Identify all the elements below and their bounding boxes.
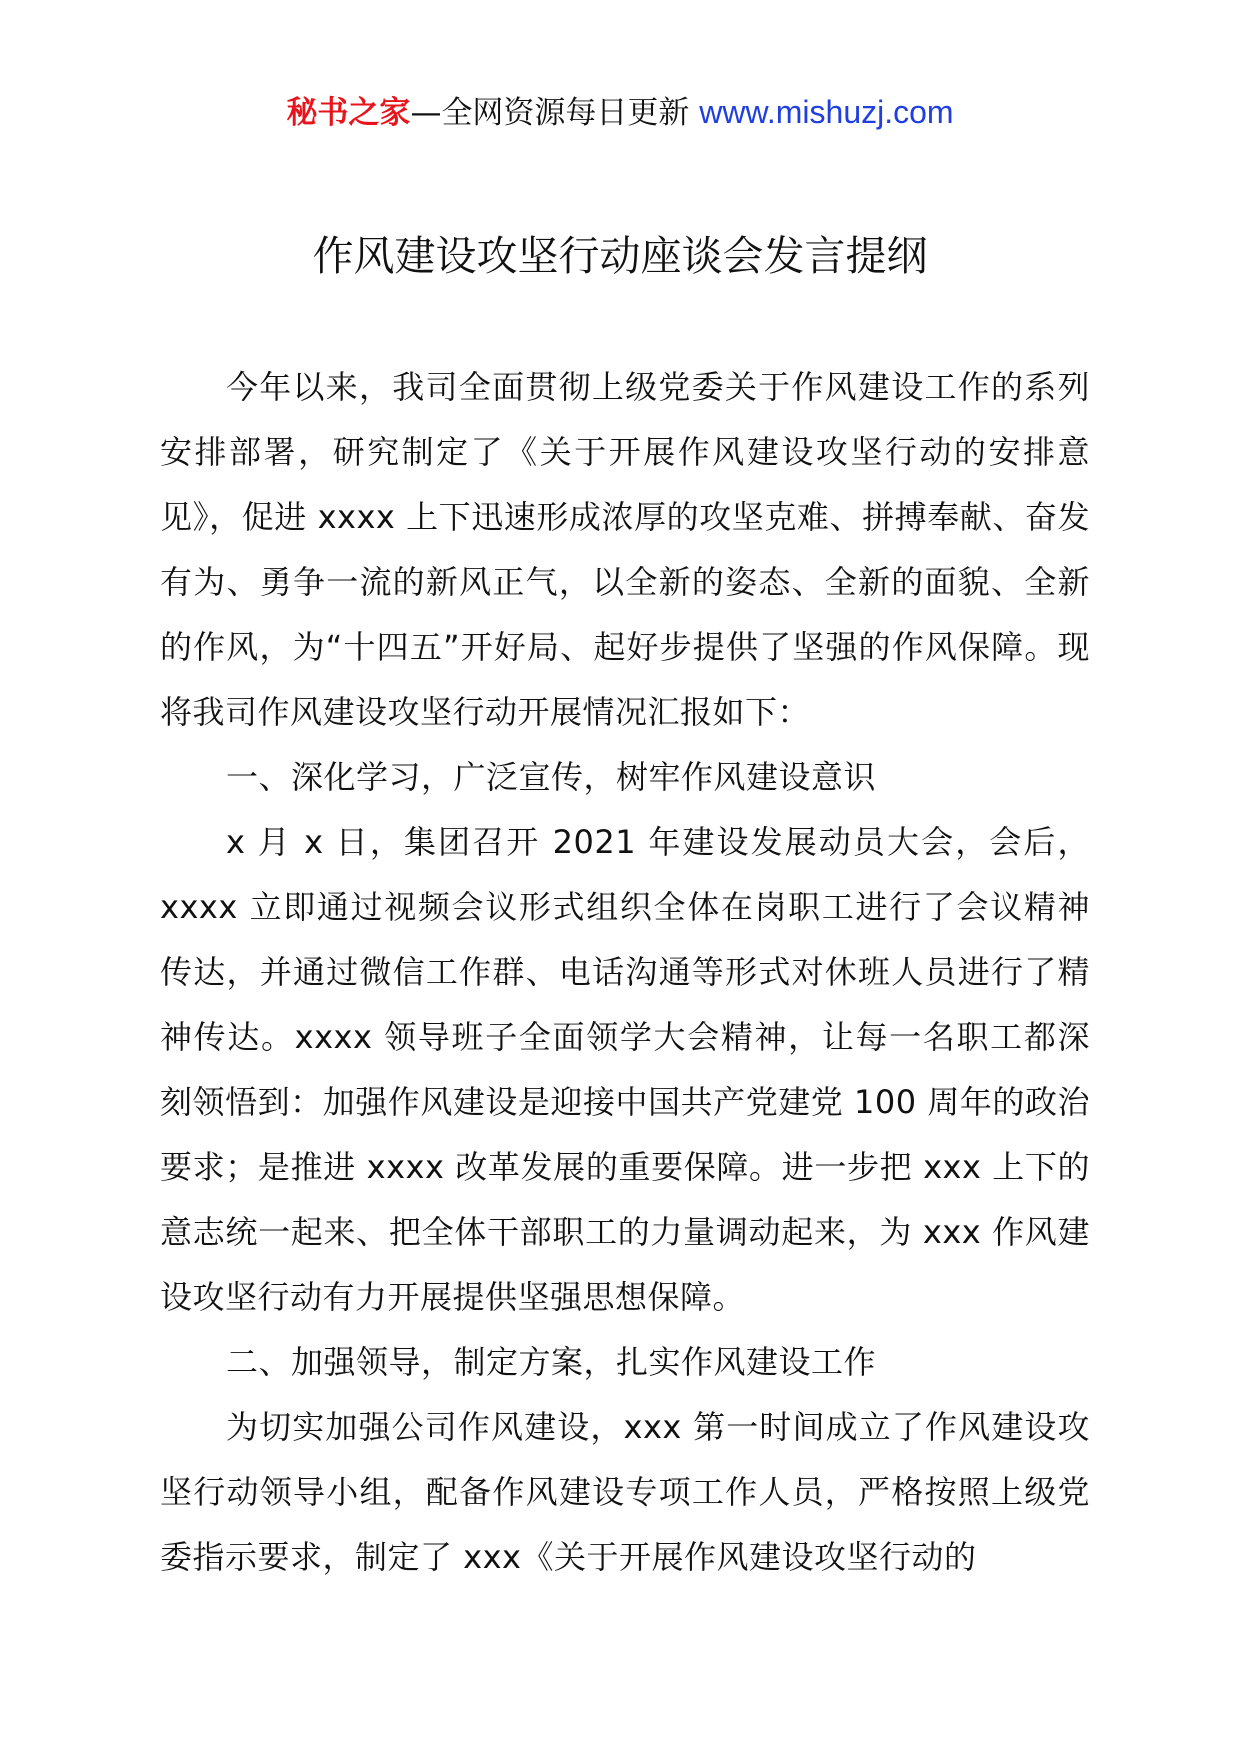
intro-paragraph: 今年以来，我司全面贯彻上级党委关于作风建设工作的系列安排部署，研究制定了《关于开展作风建设攻坚行动的安排意见》，促进 xxxx 上下迅速形成浓厚的攻坚克难、拼搏奉献、奋发有为、勇争一流的新风正气，以全新的姿态、全新的面貌、全新的作风，为“十四五”开好局、起好步提供了坚强的作风保障。现将我司作风建设攻坚行动开展情况汇报如下： [160, 368, 1090, 731]
site-header [0, 92, 1240, 133]
brand-name: 秘书之家 [286, 95, 411, 131]
document-body [160, 355, 1090, 1590]
section-paragraph-2: 为切实加强公司作风建设，xxx 第一时间成立了作风建设攻坚行动领导小组，配备作风建设专项工作人员，严格按照上级党委指示要求，制定了 xxx《关于开展作风建设攻坚行动的 [160, 1408, 1090, 1576]
section-heading-2: 二、加强领导，制定方案，扎实作风建设工作 [226, 1343, 877, 1381]
section-heading-1: 一、深化学习，广泛宣传，树牢作风建设意识 [226, 758, 877, 796]
header-tagline: —全网资源每日更新 [410, 95, 690, 131]
site-url-link[interactable]: www.mishuzj.com [699, 94, 954, 130]
section-paragraph-1: x 月 x 日，集团召开 2021 年建设发展动员大会，会后，xxxx 立即通过视频会议形式组织全体在岗职工进行了会议精神传达，并通过微信工作群、电话沟通等形式对休班人员进行了精神传达。xxxx 领导班子全面领学大会精神，让每一名职工都深刻领悟到：加强作风建设是迎接中国共产党建党 100 周年的政治要求；是推进 xxxx 改革发展的重要保障。进一步把 xxx 上下的意志统一起来、把全体干部职工的力量调动起来，为 xxx 作风建设攻坚行动有力开展提供坚强思想保障。 [160, 823, 1090, 1316]
document-title: 作风建设攻坚行动座谈会发言提纲 [312, 232, 928, 280]
